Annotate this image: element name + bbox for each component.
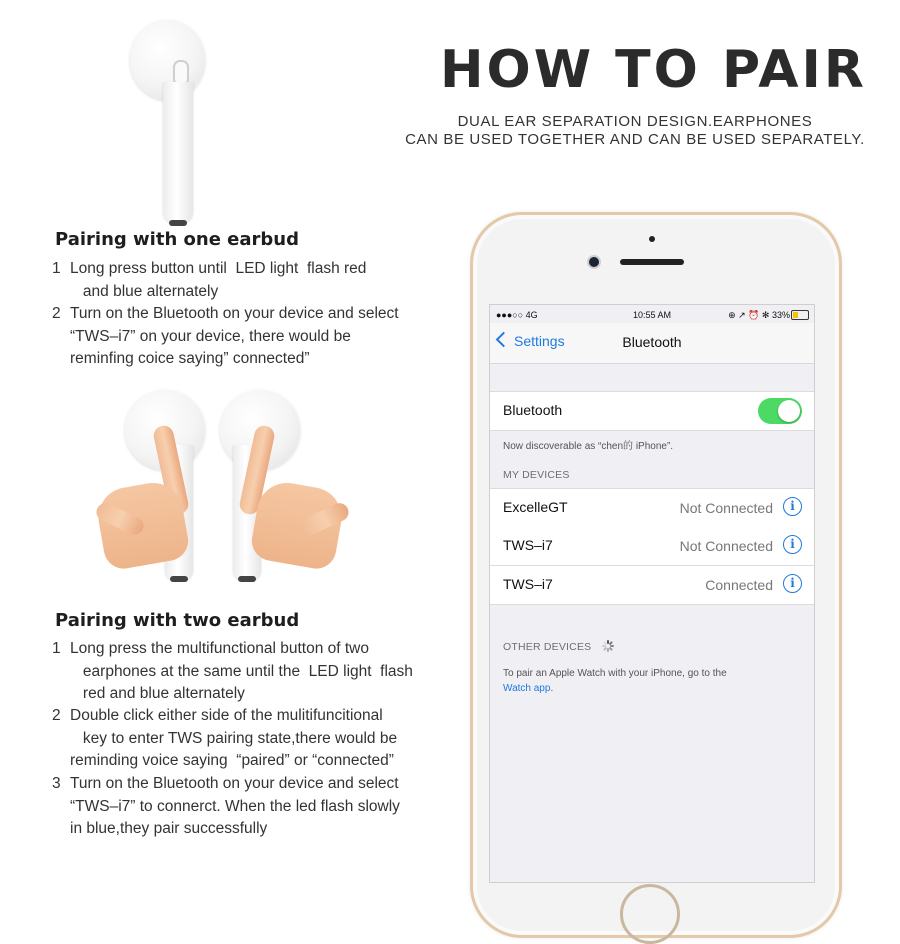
step-number: 3 (52, 775, 61, 792)
heading-one-earbud: Pairing with one earbud (55, 229, 299, 250)
step-number: 2 (52, 305, 61, 322)
apple-watch-note (503, 666, 803, 696)
step-text: Turn on the Bluetooth on your device and select “TWS–i7” on your device, there would be reminfing coice saying” connected” (70, 305, 399, 367)
other-devices-header (503, 638, 614, 653)
two-earbud-step-1 (52, 638, 452, 706)
info-icon[interactable]: i (783, 535, 802, 554)
step-text: Turn on the Bluetooth on your device and select “TWS–i7” to connerct. When the led flash slowly in blue,they pair successfully (70, 775, 400, 837)
my-devices-header: MY DEVICES (503, 469, 570, 481)
page-title: HOW TO PAIR (440, 40, 867, 100)
signal-indicator: ●●●○○ 4G (496, 310, 538, 320)
subtitle-line-2: CAN BE USED TOGETHER AND CAN BE USED SEPARATELY. (405, 131, 865, 148)
other-devices-label: OTHER DEVICES (503, 641, 592, 653)
two-earbuds-pressing-image (95, 390, 350, 590)
status-time: 10:55 AM (632, 310, 672, 320)
step-number: 1 (52, 260, 61, 277)
discoverable-note: Now discoverable as “chen的 iPhone”. (503, 441, 674, 452)
step-text: Double click either side of the mulitifuncitional key to enter TWS pairing state,there would be reminding voice saying “paired” or “connected” (70, 707, 398, 769)
bluetooth-toggle[interactable] (758, 398, 802, 424)
bluetooth-toggle-row (490, 391, 814, 431)
device-row[interactable] (490, 527, 814, 566)
device-name: ExcelleGT (503, 499, 568, 515)
subtitle-line-1: DUAL EAR SEPARATION DESIGN.EARPHONES (457, 113, 813, 130)
watch-link-suffix: . (550, 683, 554, 694)
status-icons: ⊕ ↗ ⏰ ✻ 33% (728, 310, 790, 320)
device-name: TWS–i7 (503, 576, 553, 592)
back-label: Settings (514, 333, 565, 349)
two-earbud-step-3 (52, 773, 452, 841)
one-earbud-step-2 (52, 303, 452, 371)
device-status: Not Connected (679, 500, 773, 516)
bluetooth-label: Bluetooth (503, 402, 563, 418)
device-name: TWS–i7 (503, 537, 553, 553)
phone-screen (489, 304, 815, 883)
nav-title: Bluetooth (622, 334, 682, 350)
navigation-bar (490, 323, 814, 364)
home-button[interactable] (620, 884, 680, 944)
toggle-knob (778, 400, 800, 422)
battery-icon (791, 310, 809, 320)
apple-watch-note-text: To pair an Apple Watch with your iPhone, go to the (503, 668, 727, 679)
front-camera (589, 257, 599, 267)
single-earbud-image (125, 20, 215, 215)
step-text: Long press the multifunctional button of two earphones at the same until the LED light flash red and blue alternately (70, 640, 413, 702)
step-number: 1 (52, 640, 61, 657)
device-status: Not Connected (679, 538, 773, 554)
step-text: Long press button until LED light flash red and blue alternately (70, 260, 367, 300)
proximity-sensor (649, 236, 655, 242)
loading-spinner-icon (602, 640, 614, 652)
watch-app-link[interactable]: Watch app (503, 683, 551, 694)
heading-two-earbud: Pairing with two earbud (55, 610, 300, 631)
earpiece-speaker (620, 259, 684, 265)
one-earbud-step-1 (52, 258, 452, 303)
device-row[interactable] (490, 488, 814, 528)
step-number: 2 (52, 707, 61, 724)
info-icon[interactable]: i (783, 574, 802, 593)
two-earbud-step-2 (52, 705, 452, 773)
info-icon[interactable]: i (783, 497, 802, 516)
device-row[interactable] (490, 566, 814, 605)
device-status: Connected (705, 577, 773, 593)
